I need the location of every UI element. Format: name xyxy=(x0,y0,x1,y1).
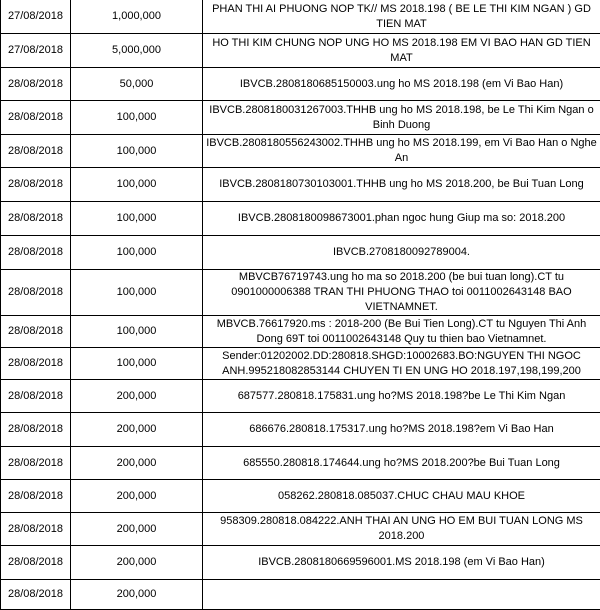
amount-cell: 100,000 xyxy=(71,270,203,316)
table-row xyxy=(1,34,600,68)
description-cell: 958309.280818.084222.ANH THAI AN UNG HO EM BUI TUAN LONG MS 2018.200 xyxy=(203,513,600,546)
table-row xyxy=(1,513,600,546)
description-cell: 686676.280818.175317.ung ho?MS 2018.198?em Vi Bao Han xyxy=(203,413,600,447)
amount-cell: 100,000 xyxy=(71,202,203,236)
amount-cell: 100,000 xyxy=(71,236,203,270)
description-cell: IBVCB.2708180092789004. xyxy=(203,236,600,270)
amount-cell: 100,000 xyxy=(71,316,203,348)
amount-cell: 100,000 xyxy=(71,135,203,168)
table-row xyxy=(1,348,600,380)
date-cell: 28/08/2018 xyxy=(1,236,71,270)
description-cell: MBVCB76719743.ung ho ma so 2018.200 (be bui tuan long).CT tu 0901000006388 TRAN THI PHUONG THAO toi 0011002643148 BAO VIETNAMNET. xyxy=(203,270,600,316)
amount-cell: 100,000 xyxy=(71,101,203,135)
amount-cell: 200,000 xyxy=(71,480,203,513)
date-cell: 28/08/2018 xyxy=(1,580,71,610)
table-row xyxy=(1,236,600,270)
amount-cell: 200,000 xyxy=(71,413,203,447)
description-cell: PHAN THI AI PHUONG NOP TK// MS 2018.198 ( BE LE THI KIM NGAN ) GD TIEN MAT xyxy=(203,0,600,34)
description-cell: 058262.280818.085037.CHUC CHAU MAU KHOE xyxy=(203,480,600,513)
date-cell: 28/08/2018 xyxy=(1,413,71,447)
date-cell: 28/08/2018 xyxy=(1,447,71,480)
donation-table-body xyxy=(1,0,600,610)
table-row xyxy=(1,447,600,480)
amount-cell: 200,000 xyxy=(71,513,203,546)
table-row xyxy=(1,480,600,513)
date-cell: 28/08/2018 xyxy=(1,380,71,413)
table-row xyxy=(1,580,600,610)
description-cell: IBVCB.2808180098673001.phan ngoc hung Giup ma so: 2018.200 xyxy=(203,202,600,236)
date-cell: 28/08/2018 xyxy=(1,270,71,316)
table-row xyxy=(1,168,600,202)
description-cell: IBVCB.2808180730103001.THHB ung ho MS 2018.200, be Bui Tuan Long xyxy=(203,168,600,202)
table-row xyxy=(1,0,600,34)
description-cell: MBVCB.76617920.ms : 2018-200 (Be Bui Tien Long).CT tu Nguyen Thi Anh Dong 69T toi 0011002643148 Quy tu thien bao Vietnamnet. xyxy=(203,316,600,348)
amount-cell: 5,000,000 xyxy=(71,34,203,68)
description-cell: 685550.280818.174644.ung ho?MS 2018.200?be Bui Tuan Long xyxy=(203,447,600,480)
description-cell: 687577.280818.175831.ung ho?MS 2018.198?be Le Thi Kim Ngan xyxy=(203,380,600,413)
amount-cell: 1,000,000 xyxy=(71,0,203,34)
amount-cell: 200,000 xyxy=(71,580,203,610)
date-cell: 28/08/2018 xyxy=(1,316,71,348)
description-cell xyxy=(203,580,600,610)
date-cell: 28/08/2018 xyxy=(1,202,71,236)
date-cell: 28/08/2018 xyxy=(1,101,71,135)
date-cell: 27/08/2018 xyxy=(1,0,71,34)
table-row xyxy=(1,135,600,168)
table-row xyxy=(1,68,600,101)
date-cell: 28/08/2018 xyxy=(1,546,71,580)
table-row xyxy=(1,316,600,348)
amount-cell: 200,000 xyxy=(71,546,203,580)
description-cell: IBVCB.2808180031267003.THHB ung ho MS 2018.198, be Le Thi Kim Ngan o Binh Duong xyxy=(203,101,600,135)
amount-cell: 100,000 xyxy=(71,168,203,202)
amount-cell: 200,000 xyxy=(71,447,203,480)
date-cell: 28/08/2018 xyxy=(1,68,71,101)
amount-cell: 100,000 xyxy=(71,348,203,380)
date-cell: 27/08/2018 xyxy=(1,34,71,68)
description-cell: Sender:01202002.DD:280818.SHGD:10002683.BO:NGUYEN THI NGOC ANH.995218082853144 CHUYEN TI EN UNG HO 2018.197,198,199,200 xyxy=(203,348,600,380)
date-cell: 28/08/2018 xyxy=(1,348,71,380)
date-cell: 28/08/2018 xyxy=(1,168,71,202)
table-row xyxy=(1,270,600,316)
table-row xyxy=(1,380,600,413)
amount-cell: 200,000 xyxy=(71,380,203,413)
description-cell: HO THI KIM CHUNG NOP UNG HO MS 2018.198 EM VI BAO HAN GD TIEN MAT xyxy=(203,34,600,68)
date-cell: 28/08/2018 xyxy=(1,135,71,168)
amount-cell: 50,000 xyxy=(71,68,203,101)
description-cell: IBVCB.2808180685150003.ung ho MS 2018.198 (em Vi Bao Han) xyxy=(203,68,600,101)
table-row xyxy=(1,101,600,135)
description-cell: IBVCB.2808180669596001.MS 2018.198 (em Vi Bao Han) xyxy=(203,546,600,580)
description-cell: IBVCB.2808180556243002.THHB ung ho MS 2018.199, em Vi Bao Han o Nghe An xyxy=(203,135,600,168)
date-cell: 28/08/2018 xyxy=(1,480,71,513)
date-cell: 28/08/2018 xyxy=(1,513,71,546)
table-row xyxy=(1,546,600,580)
table-row xyxy=(1,202,600,236)
table-row xyxy=(1,413,600,447)
